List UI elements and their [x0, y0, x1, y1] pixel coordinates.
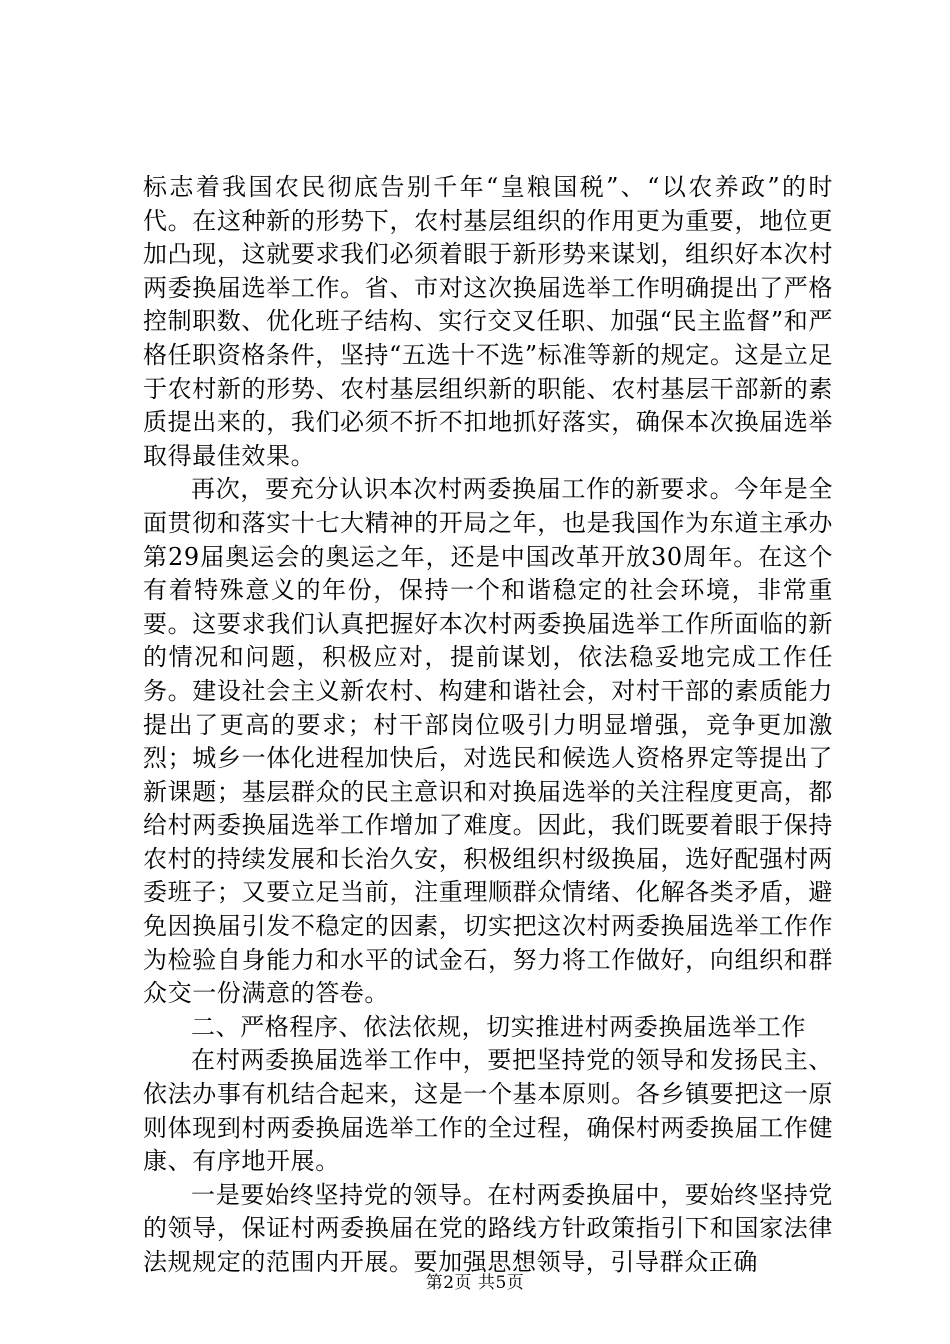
page-footer: 第2页 共5页 — [425, 1273, 525, 1293]
section-heading: 二、严格程序、依法依规，切实推进村两委换届选举工作 — [191, 1012, 806, 1041]
body-text — [143, 171, 833, 1280]
paragraph-continuation: 标志着我国农民彻底告别千年“皇粮国税”、“以农养政”的时代。在这种新的形势下，农村基层组织的作用更为重要，地位更加凸现，这就要求我们必须着眼于新形势来谋划，组织好本次村两委换届选举工作。省、市对这次换届选举工作明确提出了严格控制职数、优化班子结构、实行交叉任职、加强“民主监督”和严格任职资格条件，坚持“五选十不选”标准等新的规定。这是立足于农村新的形势、农村基层组织新的职能、农村基层干部新的素质提出来的，我们必须不折不扣地抓好落实，确保本次换届选举取得最佳效果。 — [143, 173, 833, 470]
paragraph-principle: 在村两委换届选举工作中，要把坚持党的领导和发扬民主、依法办事有机结合起来，这是一个基本原则。各乡镇要把这一原则体现到村两委换届选举工作的全过程，确保村两委换届工作健康、有序地开展。 — [143, 1046, 833, 1176]
paragraph-new-requirements: 再次，要充分认识本次村两委换届工作的新要求。今年是全面贯彻和落实十七大精神的开局之年，也是我国作为东道主承办第29届奥运会的奥运之年，还是中国改革开放30周年。在这个有着特殊意义的年份，保持一个和谐稳定的社会环境，非常重要。这要求我们认真把握好本次村两委换届选举工作所面临的新的情况和问题，积极应对，提前谋划，依法稳妥地完成工作任务。建设社会主义新农村、构建和谐社会，对村干部的素质能力提出了更高的要求；村干部岗位吸引力明显增强，竞争更加激烈；城乡一体化进程加快后，对选民和候选人资格界定等提出了新课题；基层群众的民主意识和对换届选举的关注程度更高，都给村两委换届选举工作增加了难度。因此，我们既要着眼于保持农村的持续发展和长治久安，积极组织村级换届，选好配强村两委班子；又要立足当前，注重理顺群众情绪、化解各类矛盾，避免因换届引发不稳定的因素，切实把这次村两委换届选举工作作为检验自身能力和水平的试金石，努力将工作做好，向组织和群众交一份满意的答卷。 — [143, 475, 833, 1008]
paragraph-party-leadership: 一是要始终坚持党的领导。在村两委换届中，要始终坚持党的领导，保证村两委换届在党的路线方针政策指引下和国家法律法规规定的范围内开展。要加强思想领导，引导群众正确 — [143, 1180, 833, 1276]
